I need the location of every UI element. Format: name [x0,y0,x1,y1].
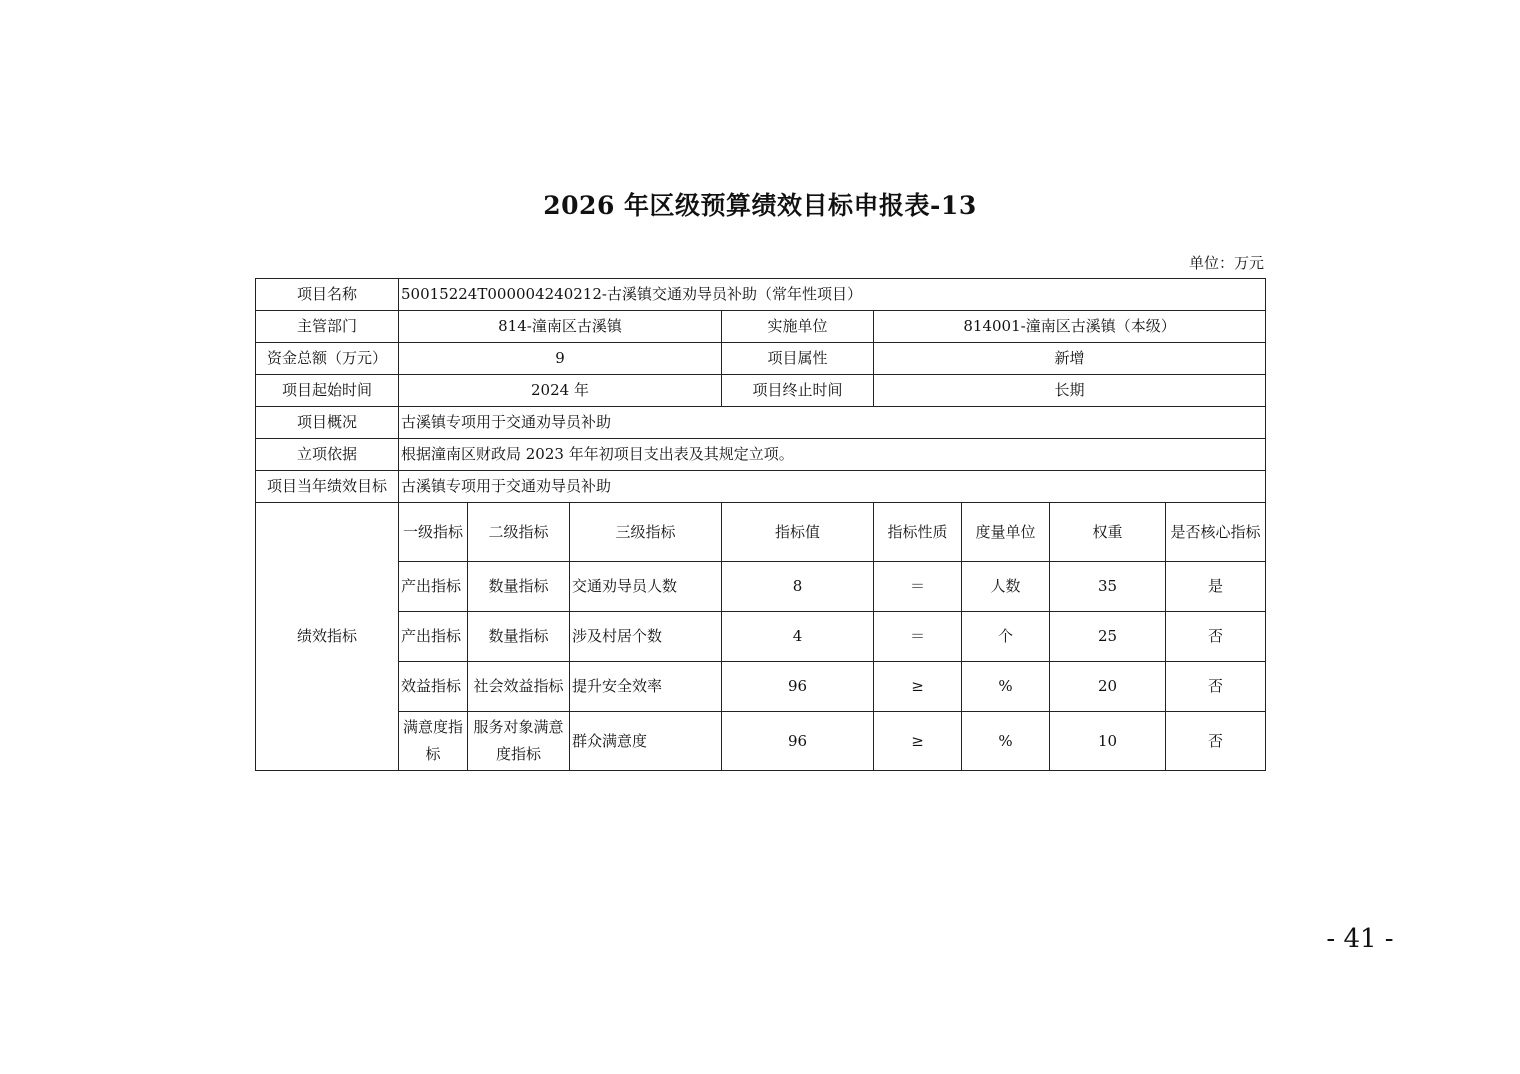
page-number: - 41 - [1326,924,1394,954]
row-basis [256,439,1266,471]
unit-cell: 人数 [962,562,1050,612]
nature-cell: ≥ [874,662,962,712]
level2-cell: 数量指标 [468,612,570,662]
value-cell: 4 [722,612,874,662]
impl-value: 814001-潼南区古溪镇（本级） [874,311,1266,343]
basis-value: 根据潼南区财政局 2023 年年初项目支出表及其规定立项。 [399,439,1266,471]
level1-cell: 产出指标 [399,612,468,662]
core-cell: 是 [1166,562,1266,612]
end-value: 长期 [874,375,1266,407]
level3-cell: 提升安全效率 [570,662,722,712]
unit-cell: % [962,662,1050,712]
fund-label: 资金总额（万元） [256,343,399,375]
row-fund [256,343,1266,375]
header-level3: 三级指标 [570,503,722,562]
goal-label: 项目当年绩效目标 [256,471,399,503]
weight-cell: 20 [1050,662,1166,712]
attr-label: 项目属性 [722,343,874,375]
row-goal [256,471,1266,503]
unit-cell: 个 [962,612,1050,662]
table-row [256,562,1266,612]
attr-value: 新增 [874,343,1266,375]
header-core: 是否核心指标 [1166,503,1266,562]
row-department [256,311,1266,343]
overview-value: 古溪镇专项用于交通劝导员补助 [399,407,1266,439]
page-title: 2026 年区级预算绩效目标申报表-13 [543,191,977,220]
performance-target-table [255,278,1266,771]
indicators-label: 绩效指标 [256,503,399,771]
basis-label: 立项依据 [256,439,399,471]
row-overview [256,407,1266,439]
level2-cell: 数量指标 [468,562,570,612]
project-name-value: 50015224T000004240212-古溪镇交通劝导员补助（常年性项目） [399,279,1266,311]
core-cell: 否 [1166,712,1266,771]
value-cell: 96 [722,712,874,771]
overview-label: 项目概况 [256,407,399,439]
header-level2: 二级指标 [468,503,570,562]
header-level1: 一级指标 [399,503,468,562]
project-name-label: 项目名称 [256,279,399,311]
row-project-name [256,279,1266,311]
level1-cell: 满意度指标 [399,712,468,771]
core-cell: 否 [1166,662,1266,712]
nature-cell: ＝ [874,612,962,662]
weight-cell: 35 [1050,562,1166,612]
level3-cell: 交通劝导员人数 [570,562,722,612]
start-value: 2024 年 [399,375,722,407]
level1-cell: 效益指标 [399,662,468,712]
table-row [256,612,1266,662]
core-cell: 否 [1166,612,1266,662]
value-cell: 8 [722,562,874,612]
row-period [256,375,1266,407]
dept-label: 主管部门 [256,311,399,343]
unit-cell: % [962,712,1050,771]
end-label: 项目终止时间 [722,375,874,407]
goal-value: 古溪镇专项用于交通劝导员补助 [399,471,1266,503]
indicator-header-row [256,503,1266,562]
nature-cell: ＝ [874,562,962,612]
header-unit: 度量单位 [962,503,1050,562]
header-weight: 权重 [1050,503,1166,562]
level2-cell: 服务对象满意度指标 [468,712,570,771]
level2-cell: 社会效益指标 [468,662,570,712]
fund-value: 9 [399,343,722,375]
level3-cell: 涉及村居个数 [570,612,722,662]
table-row [256,662,1266,712]
weight-cell: 25 [1050,612,1166,662]
value-cell: 96 [722,662,874,712]
weight-cell: 10 [1050,712,1166,771]
start-label: 项目起始时间 [256,375,399,407]
header-nature: 指标性质 [874,503,962,562]
table-row [256,712,1266,771]
nature-cell: ≥ [874,712,962,771]
level1-cell: 产出指标 [399,562,468,612]
header-value: 指标值 [722,503,874,562]
unit-label: 单位：万元 [1188,254,1264,272]
dept-value: 814-潼南区古溪镇 [399,311,722,343]
level3-cell: 群众满意度 [570,712,722,771]
impl-label: 实施单位 [722,311,874,343]
